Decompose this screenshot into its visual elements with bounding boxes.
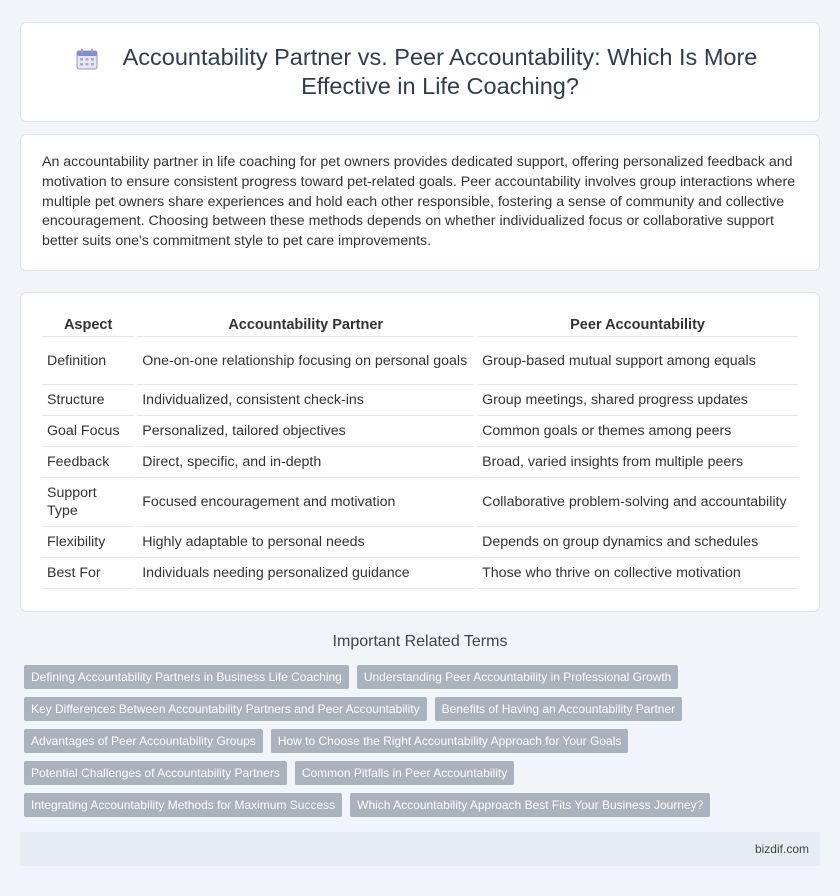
- cell-partner: Personalized, tailored objectives: [137, 416, 474, 447]
- cell-aspect: Structure: [42, 385, 134, 416]
- comparison-table-card: [20, 292, 820, 612]
- footer-site-link[interactable]: bizdif.com: [754, 842, 809, 856]
- cell-peer: Group meetings, shared progress updates: [477, 385, 798, 416]
- table-header-row: [42, 313, 798, 337]
- cell-partner: Highly adaptable to personal needs: [137, 527, 474, 558]
- header-accountability-partner: Accountability Partner: [137, 313, 474, 337]
- table-row: [42, 337, 798, 385]
- cell-partner: Individuals needing personalized guidance: [137, 558, 474, 589]
- table-row: [42, 385, 798, 416]
- table-row: [42, 527, 798, 558]
- related-term-tag[interactable]: Defining Accountability Partners in Business Life Coaching: [24, 665, 349, 689]
- table-row: [42, 416, 798, 447]
- header-peer-accountability: Peer Accountability: [477, 313, 798, 337]
- cell-aspect: Best For: [42, 558, 134, 589]
- cell-peer: Collaborative problem-solving and accountability: [477, 478, 798, 527]
- comparison-table: [39, 313, 801, 589]
- table-row: [42, 478, 798, 527]
- cell-peer: Those who thrive on collective motivation: [477, 558, 798, 589]
- related-term-tag[interactable]: Which Accountability Approach Best Fits Your Business Journey?: [350, 793, 710, 817]
- related-term-tag[interactable]: Key Differences Between Accountability Partners and Peer Accountability: [24, 697, 427, 721]
- related-term-tag[interactable]: Benefits of Having an Accountability Partner: [435, 697, 682, 721]
- page-title: Accountability Partner vs. Peer Accountability: Which Is More Effective in Life Coaching?: [122, 44, 758, 99]
- intro-card: [20, 134, 820, 271]
- header-card: [20, 22, 820, 122]
- cell-peer: Depends on group dynamics and schedules: [477, 527, 798, 558]
- header-aspect: Aspect: [42, 313, 134, 337]
- cell-aspect: Goal Focus: [42, 416, 134, 447]
- cell-partner: Individualized, consistent check-ins: [137, 385, 474, 416]
- cell-aspect: Definition: [42, 337, 134, 385]
- table-row: [42, 558, 798, 589]
- related-term-tag[interactable]: Understanding Peer Accountability in Professional Growth: [357, 665, 679, 689]
- cell-peer: Common goals or themes among peers: [477, 416, 798, 447]
- cell-peer: Broad, varied insights from multiple peers: [477, 447, 798, 478]
- related-term-tag[interactable]: Common Pitfalls in Peer Accountability: [295, 761, 514, 785]
- related-term-tag[interactable]: Integrating Accountability Methods for Maximum Success: [24, 793, 342, 817]
- cell-partner: Focused encouragement and motivation: [137, 478, 474, 527]
- cell-aspect: Flexibility: [42, 527, 134, 558]
- related-terms-title: Important Related Terms: [332, 633, 508, 650]
- cell-partner: One-on-one relationship focusing on personal goals: [137, 337, 474, 385]
- related-terms-list: [24, 665, 804, 817]
- intro-paragraph: An accountability partner in life coaching for pet owners provides dedicated support, offering personalized feedback and motivation to ensure consistent progress toward pet-related goals. Peer accountability involves group interactions where multiple pet owners share experiences and hold each other responsible, fostering a sense of community and collective encouragement. Choosing between these methods depends on whether individualized focus or collaborative support better suits one's commitment style to pet care improvements.: [42, 154, 796, 250]
- related-term-tag[interactable]: How to Choose the Right Accountability Approach for Your Goals: [271, 729, 629, 753]
- footer: [20, 832, 820, 866]
- cell-partner: Direct, specific, and in-depth: [137, 447, 474, 478]
- cell-aspect: Support Type: [42, 478, 134, 527]
- related-term-tag[interactable]: Advantages of Peer Accountability Groups: [24, 729, 263, 753]
- cell-peer: Group-based mutual support among equals: [477, 337, 798, 385]
- related-term-tag[interactable]: Potential Challenges of Accountability Partners: [24, 761, 287, 785]
- table-row: [42, 447, 798, 478]
- cell-aspect: Feedback: [42, 447, 134, 478]
